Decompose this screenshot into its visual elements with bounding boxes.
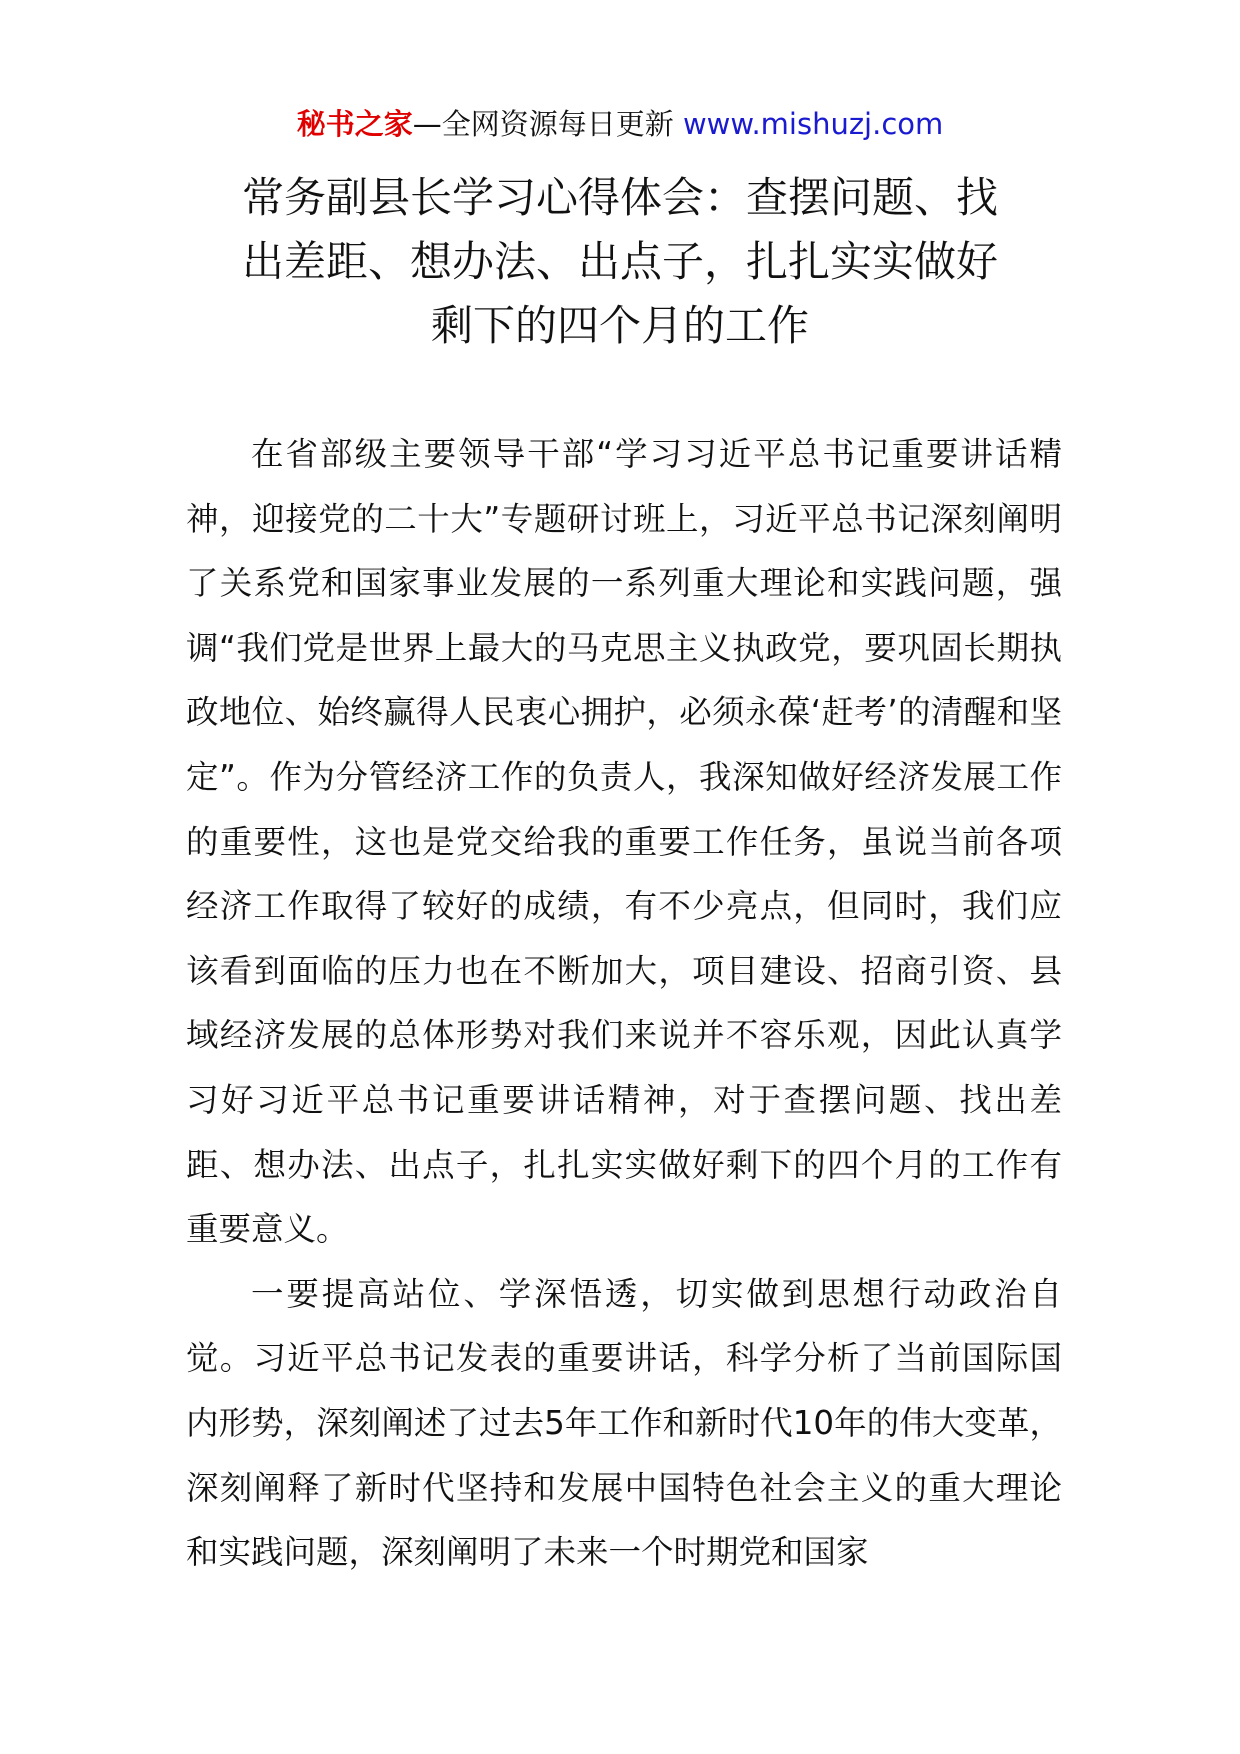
body-paragraph: 一要提高站位、学深悟透，切实做到思想行动政治自觉。习近平总书记发表的重要讲话，科学分析了当前国际国内形势，深刻阐述了过去5年工作和新时代10年的伟大变革，深刻阐释了新时代坚持和发展中国特色社会主义的重大理论和实践问题，深刻阐明了未来一个时期党和国家 xyxy=(186,1274,1062,1572)
title-line: 出差距、想办法、出点子，扎扎实实做好 xyxy=(241,237,998,286)
body-paragraph: 在省部级主要领导干部“学习习近平总书记重要讲话精神，迎接党的二十大”专题研讨班上，习近平总书记深刻阐明了关系党和国家事业发展的一系列重大理论和实践问题，强调“我们党是世界上最大的马克思主义执政党，要巩固长期执政地位、始终赢得人民衷心拥护，必须永葆‘赶考’的清醒和坚定”。作为分管经济工作的负责人，我深知做好经济发展工作的重要性，这也是党交给我的重要工作任务，虽说当前各项经济工作取得了较好的成绩，有不少亮点，但同时，我们应该看到面临的压力也在不断加大，项目建设、招商引资、县域经济发展的总体形势对我们来说并不容乐观，因此认真学习好习近平总书记重要讲话精神，对于查摆问题、找出差距、想办法、出点子，扎扎实实做好剩下的四个月的工作有重要意义。 xyxy=(186,435,1062,1249)
document-body xyxy=(186,422,1062,1585)
title-line: 剩下的四个月的工作 xyxy=(430,301,809,350)
watermark-header xyxy=(0,104,1240,144)
title-line: 常务副县长学习心得体会：查摆问题、找 xyxy=(241,173,998,222)
brand-name: 秘书之家 xyxy=(296,107,413,141)
document-title xyxy=(200,166,1040,358)
slogan-text: —全网资源每日更新 xyxy=(412,107,683,141)
site-url: www.mishuzj.com xyxy=(682,107,944,141)
